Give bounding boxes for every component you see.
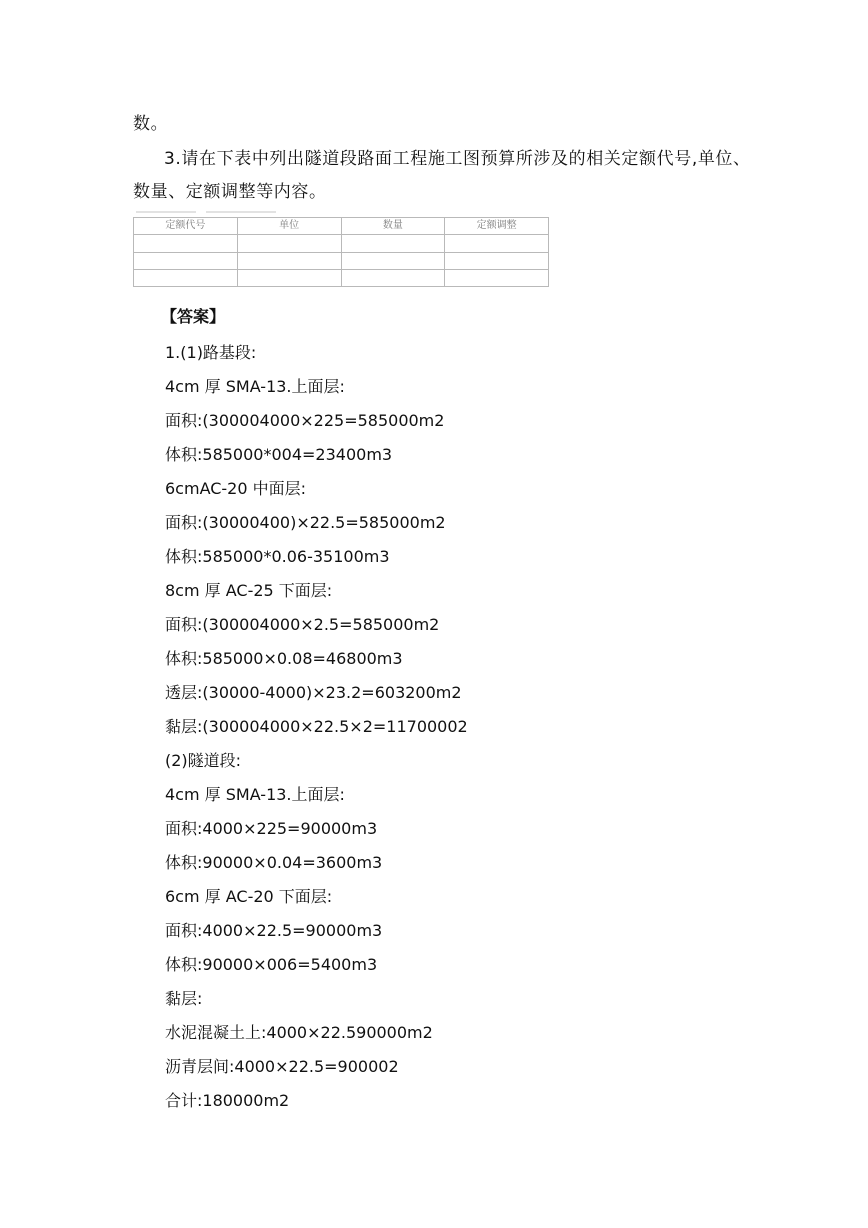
table-cell bbox=[341, 252, 445, 269]
table-header-cell: 定额代号 bbox=[134, 218, 238, 235]
answer-line: 面积:(300004000×225=585000m2 bbox=[165, 411, 445, 430]
table-cell bbox=[341, 269, 445, 286]
answer-line: 面积:4000×22.5=90000m3 bbox=[165, 921, 383, 940]
intro-continuation: 数。 bbox=[133, 114, 169, 134]
answer-line: 黏层:(300004000×22.5×2=11700002 bbox=[165, 717, 468, 736]
table-caption-faint bbox=[136, 209, 286, 215]
answer-line: 6cmAC-20 中面层: bbox=[165, 479, 307, 498]
answer-line: 体积:585000×0.08=46800m3 bbox=[165, 649, 403, 668]
answer-line: 4cm 厚 SMA-13.上面层: bbox=[165, 785, 345, 804]
question-3-line-2: 数量、定额调整等内容。 bbox=[133, 182, 327, 202]
table-row bbox=[134, 235, 549, 252]
table-cell bbox=[134, 235, 238, 252]
table-header-cell: 单位 bbox=[237, 218, 341, 235]
answer-line: 6cm 厚 AC-20 下面层: bbox=[165, 887, 333, 906]
answer-line: 体积:90000×006=5400m3 bbox=[165, 955, 378, 974]
answer-line: 透层:(30000-4000)×23.2=603200m2 bbox=[165, 683, 462, 702]
answer-line: 体积:585000*0.06-35100m3 bbox=[165, 547, 390, 566]
answer-line: 8cm 厚 AC-25 下面层: bbox=[165, 581, 333, 600]
answer-line: 体积:585000*004=23400m3 bbox=[165, 445, 393, 464]
table-cell bbox=[445, 252, 549, 269]
answer-line: 体积:90000×0.04=3600m3 bbox=[165, 853, 383, 872]
answer-line: 1.(1)路基段: bbox=[165, 343, 257, 362]
table-cell bbox=[445, 235, 549, 252]
table-header-cell: 定额调整 bbox=[445, 218, 549, 235]
table-cell bbox=[237, 252, 341, 269]
table-cell bbox=[134, 252, 238, 269]
table-cell bbox=[445, 269, 549, 286]
table-header-row bbox=[134, 218, 549, 235]
table-cell bbox=[237, 235, 341, 252]
answer-line: 沥青层间:4000×22.5=900002 bbox=[165, 1057, 399, 1076]
answer-line: 黏层: bbox=[165, 989, 203, 1008]
answer-line: 面积:4000×225=90000m3 bbox=[165, 819, 378, 838]
question-3-line-1: 3.请在下表中列出隧道段路面工程施工图预算所涉及的相关定额代号,单位、 bbox=[164, 149, 751, 169]
answer-line: 水泥混凝土上:4000×22.590000m2 bbox=[165, 1023, 433, 1042]
answer-line: (2)隧道段: bbox=[165, 751, 242, 770]
answer-line: 合计:180000m2 bbox=[165, 1091, 290, 1110]
answer-line: 4cm 厚 SMA-13.上面层: bbox=[165, 377, 345, 396]
answer-line: 面积:(300004000×2.5=585000m2 bbox=[165, 615, 440, 634]
answer-heading: 【答案】 bbox=[161, 307, 226, 326]
table-cell bbox=[134, 269, 238, 286]
table-cell bbox=[237, 269, 341, 286]
table-header-cell: 数量 bbox=[341, 218, 445, 235]
table-row bbox=[134, 252, 549, 269]
answer-line: 面积:(30000400)×22.5=585000m2 bbox=[165, 513, 446, 532]
table-row bbox=[134, 269, 549, 286]
table-cell bbox=[341, 235, 445, 252]
quota-table bbox=[133, 217, 549, 287]
